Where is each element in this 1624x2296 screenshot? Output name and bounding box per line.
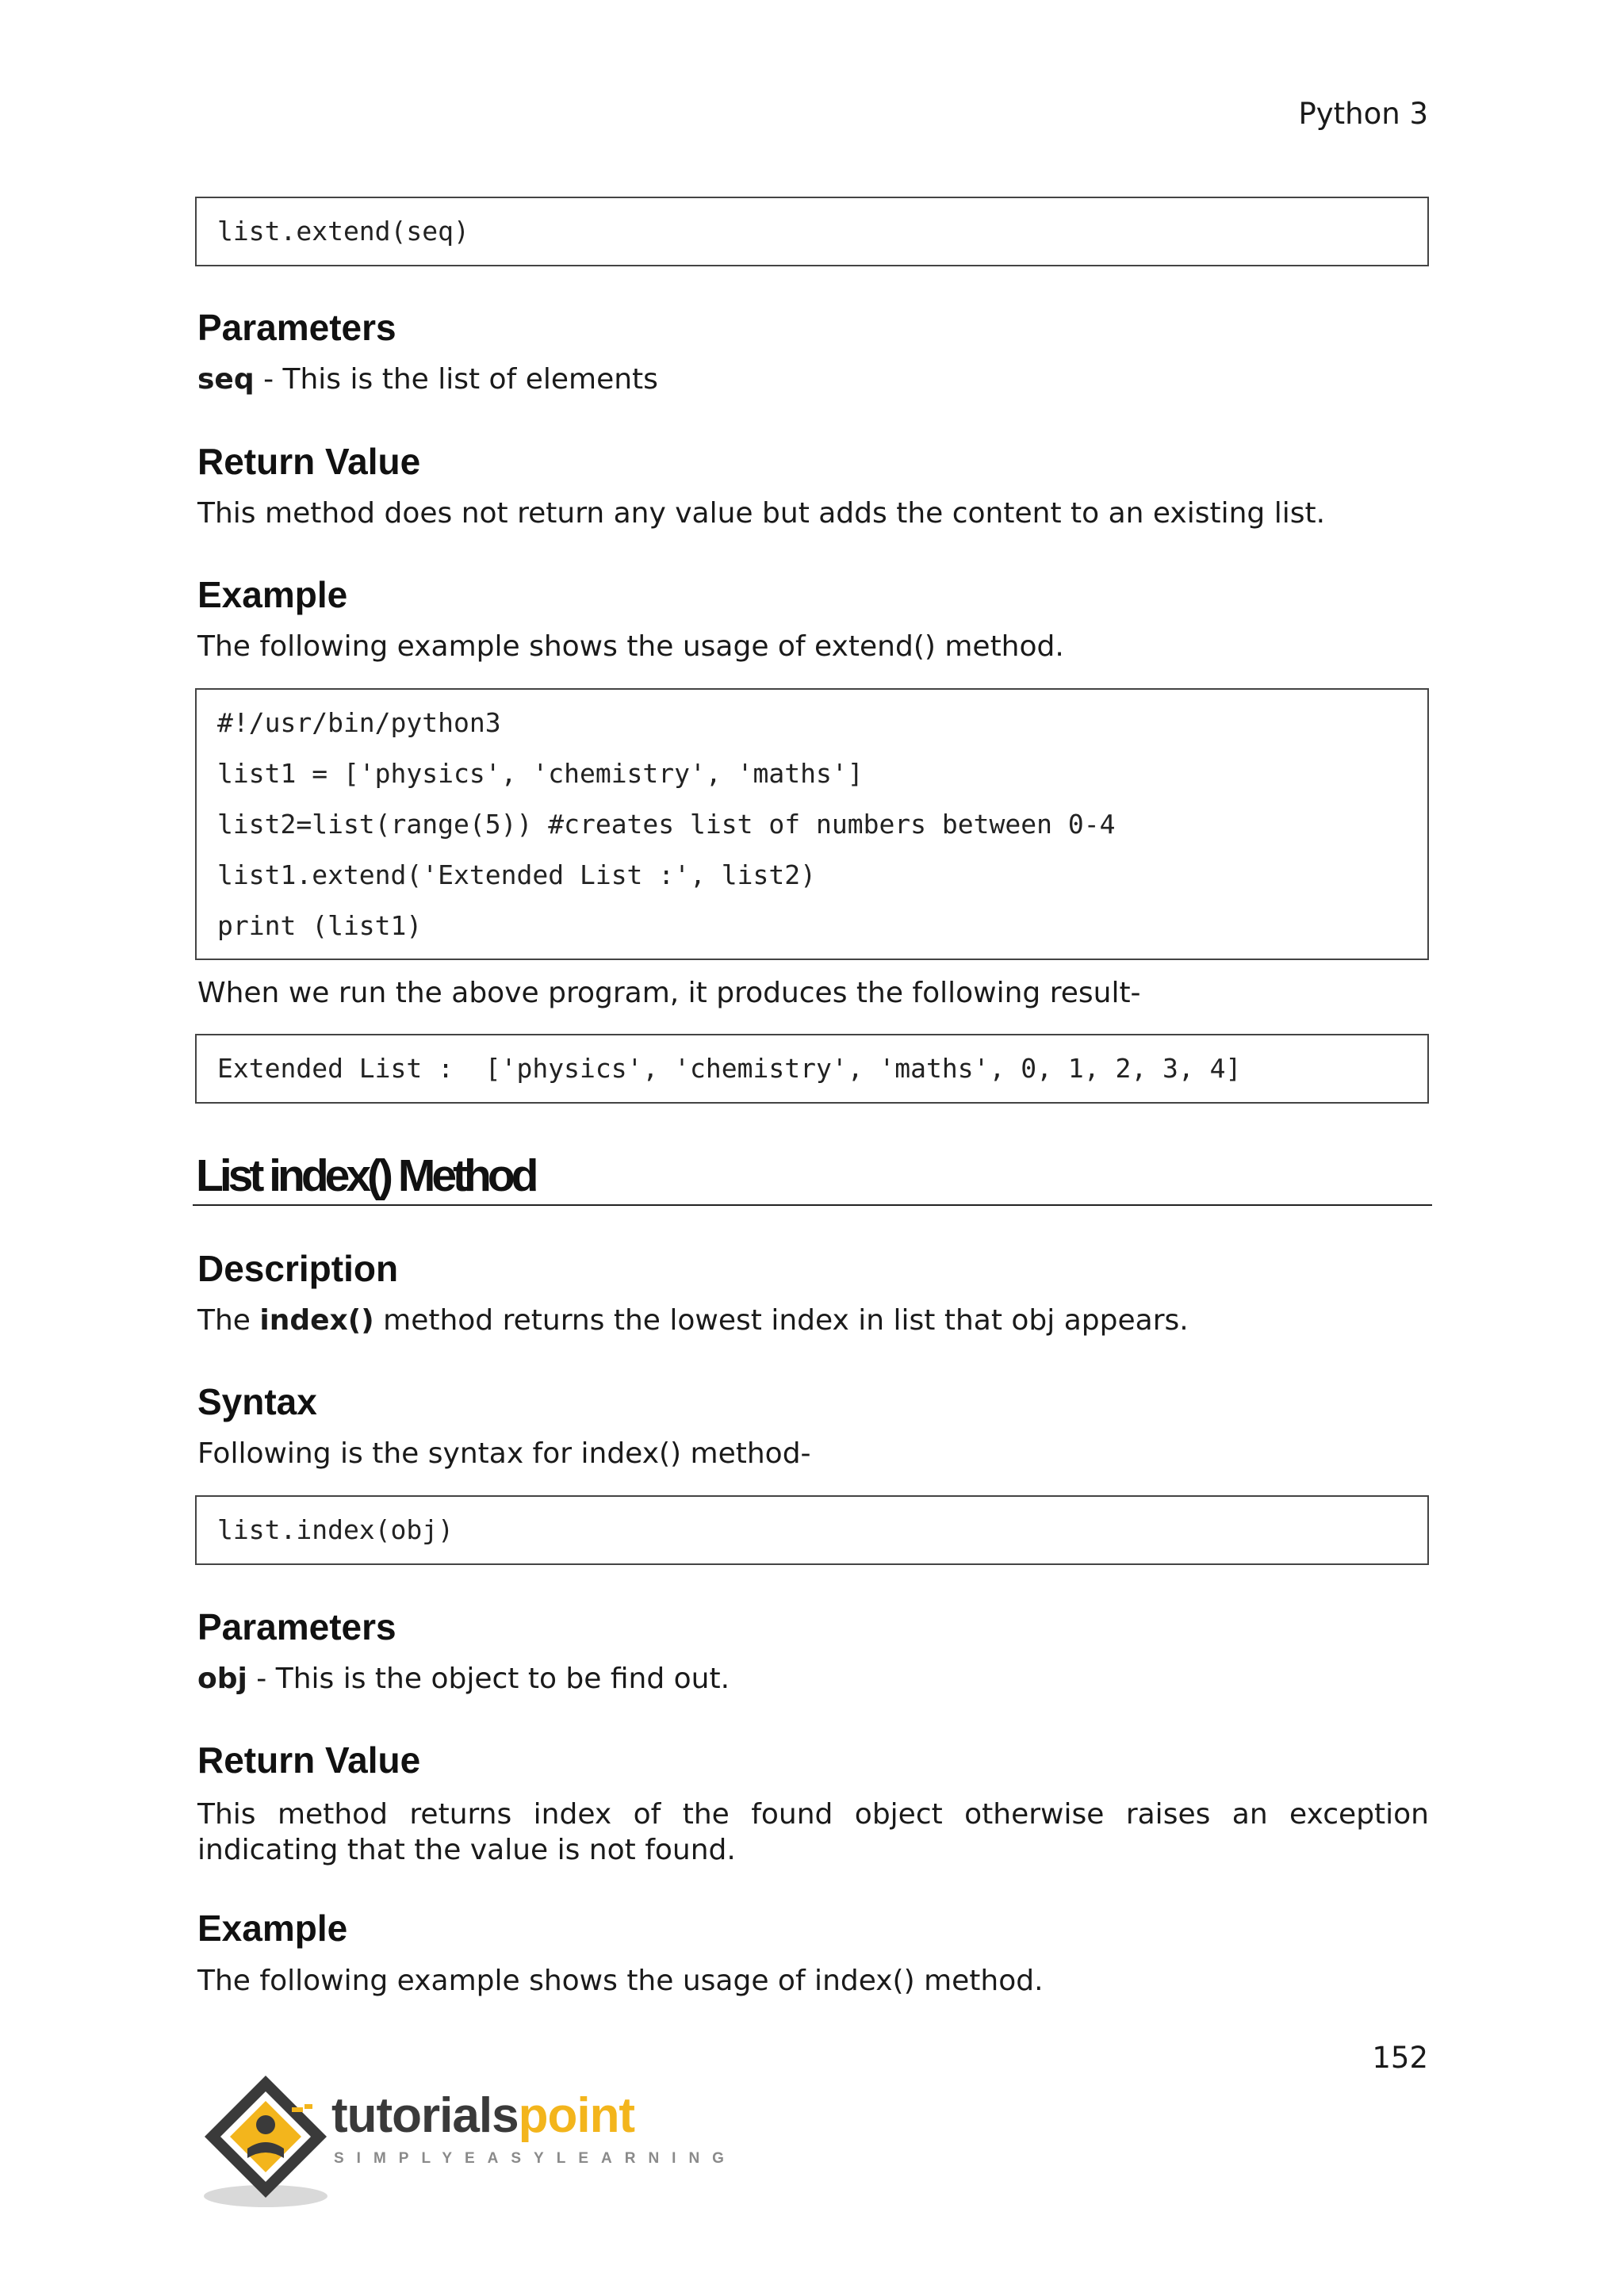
logo-word-2: point — [518, 2088, 635, 2143]
desc-post: method returns the lowest index in list that obj appears. — [373, 1304, 1189, 1337]
param-term: obj — [197, 1663, 247, 1695]
parameters-heading: Parameters — [197, 307, 396, 348]
example-heading: Example — [197, 574, 348, 615]
param-desc: - This is the list of elements — [254, 363, 658, 396]
output-code-box — [195, 1034, 1429, 1104]
page-number: 152 — [1372, 2041, 1428, 2075]
description-text — [197, 1304, 1189, 1337]
code-line: print (list1) — [217, 910, 423, 941]
description-heading: Description — [197, 1248, 399, 1289]
param-term: seq — [197, 363, 255, 396]
param-desc: - This is the object to be find out. — [247, 1663, 730, 1695]
logo-word-1: tutorials — [331, 2088, 519, 2143]
code-line: list.extend(seq) — [217, 216, 469, 247]
index-syntax-code-box — [195, 1495, 1429, 1565]
syntax-heading: Syntax — [197, 1381, 317, 1422]
parameters-text — [197, 363, 658, 396]
running-header: Python 3 — [1298, 97, 1428, 131]
parameters-text — [197, 1663, 730, 1695]
code-line: Extended List : ['physics', 'chemistry', 'maths', 0, 1, 2, 3, 4] — [217, 1053, 1242, 1084]
example-code-box — [195, 688, 1429, 960]
code-line: list1.extend('Extended List :', list2) — [217, 859, 816, 890]
return-value-text: This method does not return any value but adds the content to an existing list. — [197, 497, 1326, 530]
code-line: list.index(obj) — [217, 1514, 454, 1545]
logo-wordmark — [331, 2087, 634, 2144]
result-intro: When we run the above program, it produces the following result- — [197, 977, 1141, 1009]
code-line: list2=list(range(5)) #creates list of numbers between 0-4 — [217, 809, 1116, 840]
code-line: #!/usr/bin/python3 — [217, 707, 501, 738]
return-value-heading: Return Value — [197, 441, 421, 482]
desc-term: index() — [259, 1304, 374, 1337]
return-value-heading: Return Value — [197, 1739, 421, 1781]
desc-pre: The — [197, 1304, 260, 1337]
example-heading: Example — [197, 1908, 348, 1949]
parameters-heading: Parameters — [197, 1606, 396, 1647]
return-value-text: This method returns index of the found object otherwise raises an exception indicating that the value is not found. — [197, 1798, 1429, 1866]
syntax-code-box — [195, 197, 1429, 266]
section-title: List index() Method — [196, 1150, 535, 1201]
code-line: list1 = ['physics', 'chemistry', 'maths'] — [217, 758, 864, 789]
example-intro: The following example shows the usage of extend() method. — [197, 630, 1064, 663]
section-divider — [193, 1204, 1432, 1206]
syntax-intro: Following is the syntax for index() method- — [197, 1437, 811, 1470]
logo-tagline: SIMPLYEASYLEARNING — [334, 2150, 737, 2167]
example-intro: The following example shows the usage of index() method. — [197, 1965, 1044, 1997]
